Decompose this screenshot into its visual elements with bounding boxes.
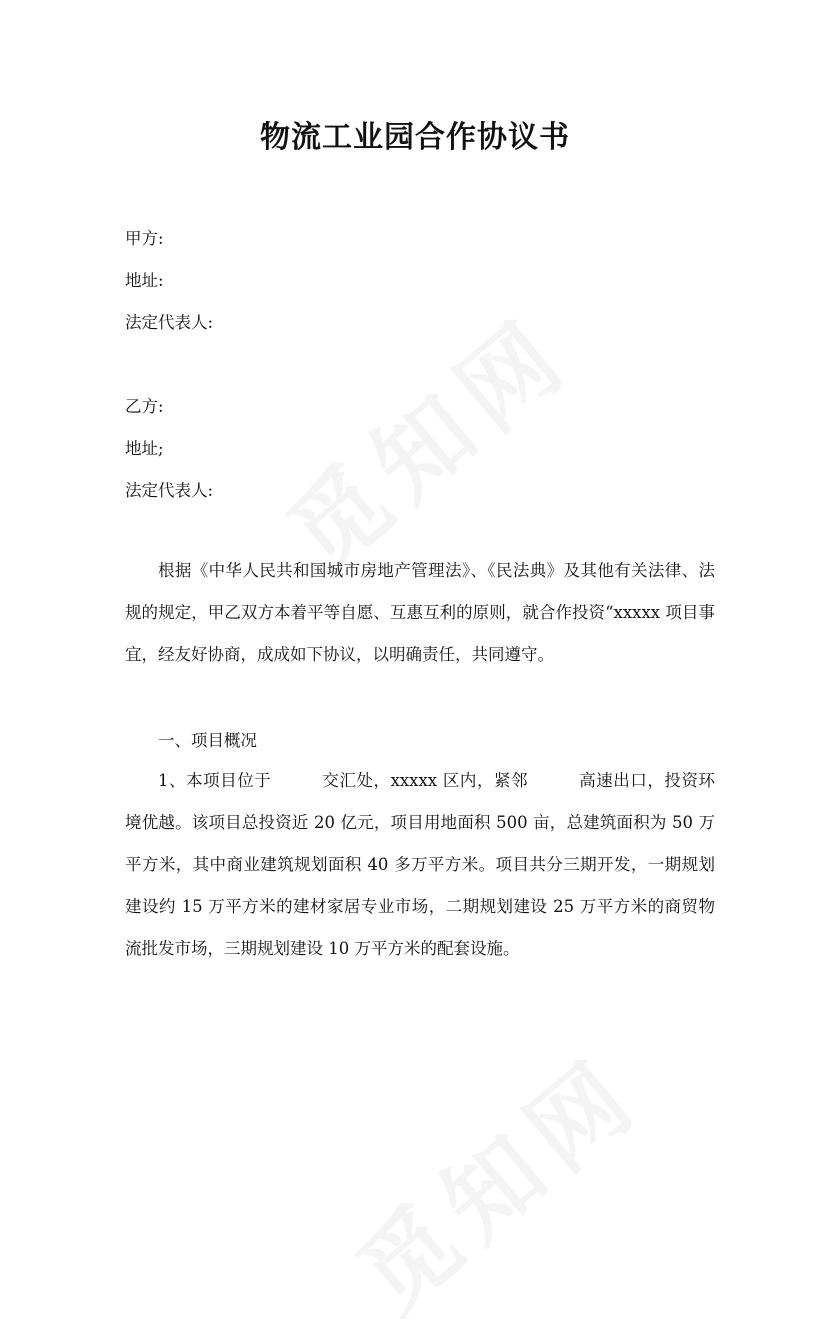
project-overview-text: 1、本项目位于 交汇处，xxxxx 区内，紧邻 高速出口，投资环境优越。该项目总投资近 20 亿元，项目用地面积 500 亩，总建筑面积为 50 万平方米，其中商业建筑规划面积 40 多万平方米。项目共分三期开发，一期规划建设约 15 万平方米的建材家居专业市场，二期规划建设 25 万平方米的商贸物流批发市场，三期规划建设 10 万平方米的配套设施。 bbox=[125, 771, 715, 958]
project-overview-paragraph bbox=[125, 760, 715, 970]
document-title: 物流工业园合作协议书 bbox=[260, 120, 570, 155]
watermark bbox=[325, 1020, 666, 1337]
party-a-name-label: 甲方: bbox=[125, 229, 164, 248]
section-heading-project-overview: 一、项目概况 bbox=[158, 731, 257, 750]
party-a-address-label: 地址: bbox=[125, 271, 164, 290]
preamble-text: 根据《中华人民共和国城市房地产管理法》、《民法典》及其他有关法律、法规的规定，甲乙双方本着平等自愿、互惠互利的原则，就合作投资“xxxxx 项目事宜，经友好协商，成成如下协议，以明确责任，共同遵守。 bbox=[125, 561, 715, 664]
party-b-name-label: 乙方: bbox=[125, 397, 164, 416]
party-a-rep-label: 法定代表人: bbox=[125, 313, 214, 332]
party-b-address-label: 地址; bbox=[125, 439, 164, 458]
party-b-rep-label: 法定代表人: bbox=[125, 481, 214, 500]
preamble-paragraph bbox=[125, 550, 715, 676]
